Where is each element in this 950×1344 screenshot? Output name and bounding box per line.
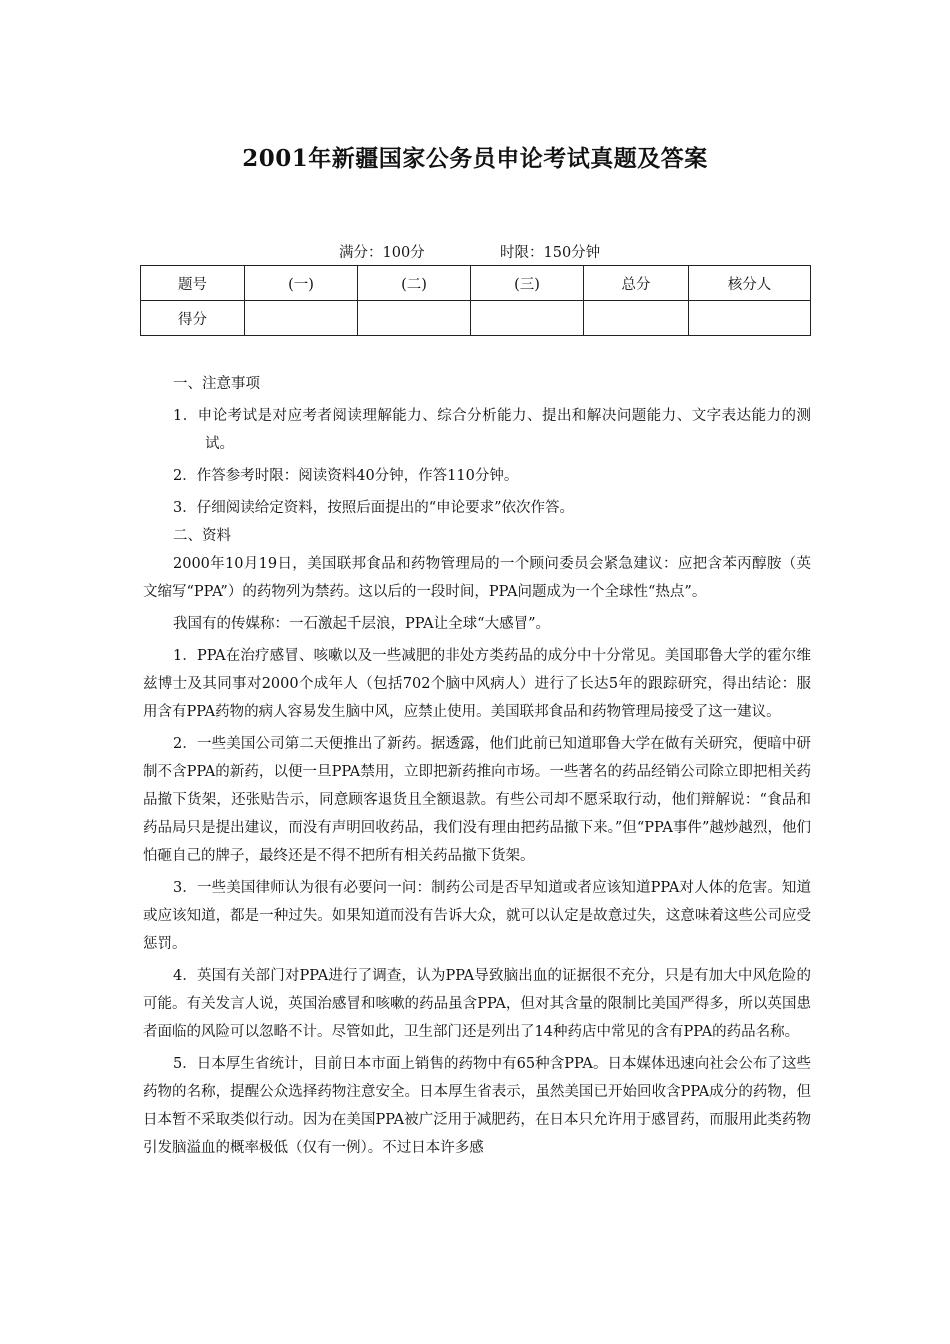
full-score: 满分：100分 bbox=[339, 245, 425, 261]
material-paragraph: 2000年10月19日，美国联邦食品和药物管理局的一个顾问委员会紧急建议：应把含苯丙醇胺（英文缩写“PPA”）的药物列为禁药。这以后的一段时间，PPA问题成为一个全球性“热点”。 bbox=[143, 556, 811, 600]
score-table bbox=[140, 265, 811, 336]
note-item: 2．作答参考时限：阅读资料40分钟，作答110分钟。 bbox=[173, 468, 519, 484]
header-part-3: (三) bbox=[471, 266, 584, 301]
header-checker: 核分人 bbox=[689, 266, 811, 301]
material-paragraph: 5．日本厚生省统计，目前日本市面上销售的药物中有65种含PPA。日本媒体迅速向社会公布了这些药物的名称，提醒公众选择药物注意安全。日本厚生省表示，虽然美国已开始回收含PPA成分的药物，但日本暂不采取类似行动。因为在美国PPA被广泛用于减肥药，在日本只允许用于感冒药，而服用此类药物引发脑溢血的概率极低（仅有一例）。不过日本许多感 bbox=[143, 1056, 811, 1156]
score-cell-total bbox=[584, 301, 689, 336]
notes-heading: 一、注意事项 bbox=[173, 376, 260, 392]
score-cell-part-2 bbox=[358, 301, 471, 336]
score-table-header-row bbox=[141, 266, 811, 301]
header-total: 总分 bbox=[584, 266, 689, 301]
note-item: 3．仔细阅读给定资料，按照后面提出的“申论要求”依次作答。 bbox=[173, 500, 575, 516]
material-paragraph: 我国有的传媒称：一石激起千层浪，PPA让全球“大感冒”。 bbox=[173, 616, 550, 632]
note-item: 1．申论考试是对应考者阅读理解能力、综合分析能力、提出和解决问题能力、文字表达能力的测试。 bbox=[173, 408, 811, 452]
material-paragraph: 1．PPA在治疗感冒、咳嗽以及一些减肥的非处方类药品的成分中十分常见。美国耶鲁大学的霍尔维兹博士及其同事对2000个成年人（包括702个脑中风病人）进行了长达5年的跟踪研究，得出结论：服用含有PPA药物的病人容易发生脑中风，应禁止使用。美国联邦食品和药物管理局接受了这一建议。 bbox=[143, 648, 811, 720]
time-limit: 时限：150分钟 bbox=[500, 245, 601, 261]
page-title: 2001年新疆国家公务员申论考试真题及答案 bbox=[242, 145, 708, 172]
score-cell-checker bbox=[689, 301, 811, 336]
row-label-score: 得分 bbox=[141, 301, 245, 336]
header-question-number: 题号 bbox=[141, 266, 245, 301]
score-cell-part-3 bbox=[471, 301, 584, 336]
material-paragraph: 3．一些美国律师认为很有必要问一问：制药公司是否早知道或者应该知道PPA对人体的危害。知道或应该知道，都是一种过失。如果知道而没有告诉大众，就可以认定是故意过失，这意味着这些公司应受惩罚。 bbox=[143, 880, 811, 952]
header-part-2: (二) bbox=[358, 266, 471, 301]
material-paragraph: 2．一些美国公司第二天便推出了新药。据透露，他们此前已知道耶鲁大学在做有关研究，便暗中研制不含PPA的新药，以便一旦PPA禁用，立即把新药推向市场。一些著名的药品经销公司除立即把相关药品撤下货架，还张贴告示，同意顾客退货且全额退款。有些公司却不愿采取行动，他们辩解说：“食品和药品局只是提出建议，而没有声明回收药品，我们没有理由把药品撤下来。”但“PPA事件”越炒越烈，他们怕砸自己的牌子，最终还是不得不把所有相关药品撤下货架。 bbox=[143, 736, 811, 864]
material-heading: 二、资料 bbox=[173, 528, 231, 544]
score-table-score-row bbox=[141, 301, 811, 336]
document-body bbox=[143, 370, 811, 1162]
score-cell-part-1 bbox=[245, 301, 358, 336]
material-paragraph: 4．英国有关部门对PPA进行了调查，认为PPA导致脑出血的证据很不充分，只是有加大中风危险的可能。有关发言人说，英国治感冒和咳嗽的药品虽含PPA，但对其含量的限制比美国严得多，所以英国患者面临的风险可以忽略不计。尽管如此，卫生部门还是列出了14种药店中常见的含有PPA的药品名称。 bbox=[143, 968, 811, 1040]
header-part-1: (一) bbox=[245, 266, 358, 301]
